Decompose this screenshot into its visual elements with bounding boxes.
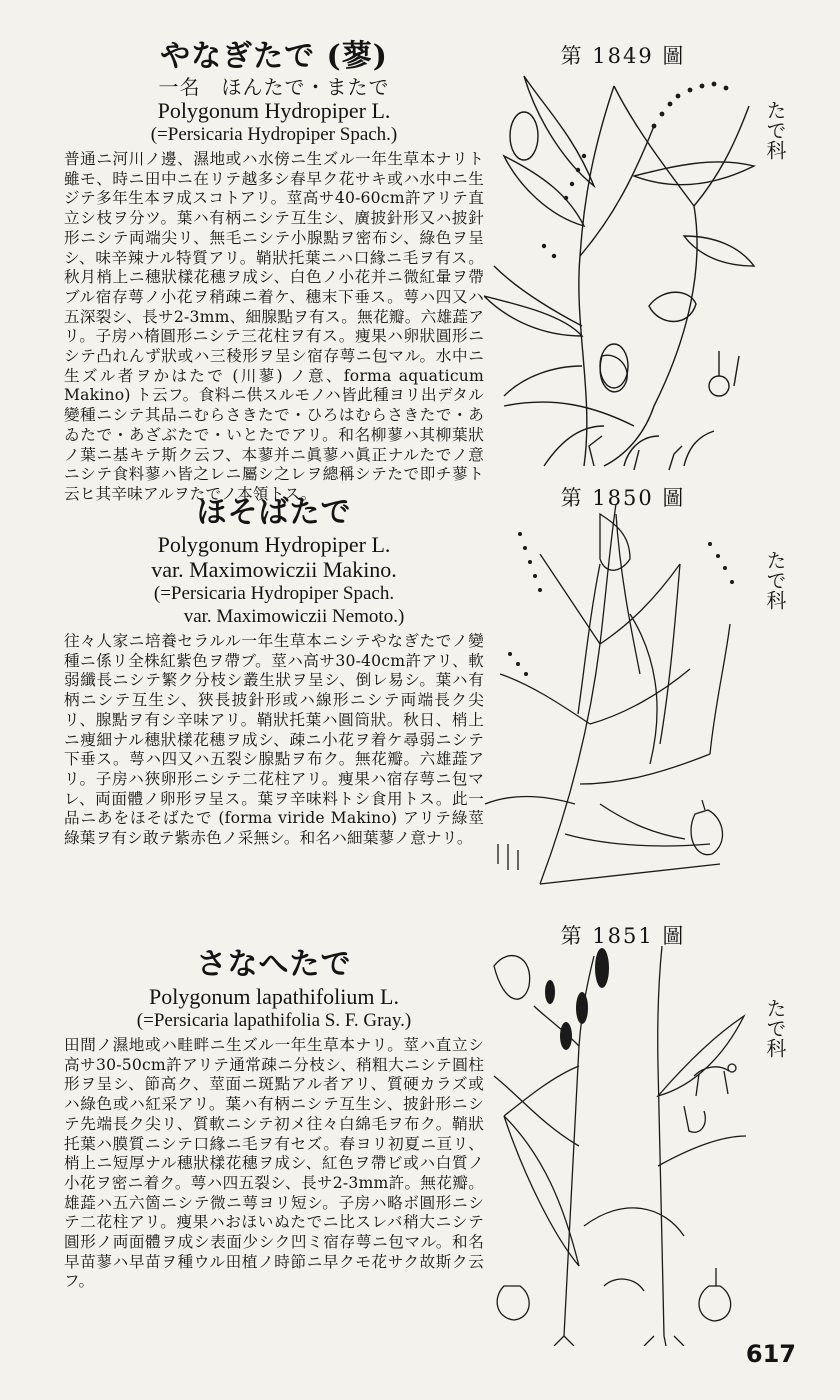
family-label: たで科	[763, 100, 787, 160]
japanese-name: やなぎたで (蓼)	[160, 39, 388, 74]
alternate-name: 一名 ほんたで・またで	[158, 75, 390, 99]
scientific-name: Polygonum lapathifolium L.	[149, 984, 399, 1009]
plate-number: 第 1849 圖	[560, 44, 686, 68]
family-label: たで科	[763, 550, 787, 610]
synonym: (=Persicaria lapathifolia S. F. Gray.)	[136, 1010, 412, 1031]
plate-number: 第 1850 圖	[560, 486, 686, 510]
plant-illustration-1849	[484, 66, 760, 472]
japanese-name: さなへたで	[196, 947, 352, 982]
synonym: (=Persicaria Hydropiper Spach.)	[150, 124, 398, 145]
scientific-name: Polygonum Hydropiper L.	[157, 98, 391, 123]
entry-1850	[0, 480, 840, 910]
entry-text	[64, 946, 484, 1292]
entry-text	[64, 494, 484, 849]
plant-illustration-1850	[480, 504, 750, 896]
japanese-name: ほそばたで	[196, 495, 352, 530]
description: 普通ニ河川ノ邊、濕地或ハ水傍ニ生ズル一年生草本ナリト雖モ、時ニ田中ニ在リテ越多シ春早ク花サキ或ハ水中ニ生ジテ多年生本ヲ成スコトアリ。莖高サ40-60cm許アリテ直立シ枝ヲ分ツ。葉ハ有柄ニシテ互生シ、廣披針形又ハ披針形ニシテ両端尖リ、無毛ニシテ小腺點ヲ密布シ、綠色ヲ呈シ、味辛辣ナル特質アリ。鞘狀托葉ニハ口緣ニ毛ヲ有ス。秋月梢上ニ穗狀樣花穗ヲ成シ、白色ノ小花并ニ微紅暈ヲ帶ブル宿存萼ノ小花ヲ稍疎ニ着ケ、穗末下垂ス。萼ハ四又ハ五深裂シ、長サ2-3mm、細腺點ヲ有ス。無花瓣。六雄蕋アリ。子房ハ楕圓形ニシテ三花柱ヲ有ス。痩果ハ卵狀圓形ニシテ凸れんず狀或ハ三稜形ヲ呈シ宿存萼ニ包マル。水中ニ生ズル者ヲかはたで (川蓼) ノ意、forma aquaticum Makino) ト云フ。食料ニ供スルモノハ皆此種ヨリ出デタル變種ニシテ其品ニむらさきたで・ひろはむらさきたで・あゐたで・あざぶたで・いとたでアリ。和名柳蓼ハ其柳葉狀ノ葉ニ基キテ斯ク云フ、本蓼并ニ眞蓼ハ眞正ナルたでノ意ニシテ食料蓼ハ皆之レニ屬シ之レヲ總稱シテたで即チ蓼ト云ヒ其辛味アルヲたでノ本領トス。	[64, 150, 484, 503]
family-label: たで科	[763, 998, 787, 1058]
entry-text	[64, 38, 484, 505]
page-number: 617	[745, 1340, 796, 1368]
entry-1851	[0, 910, 840, 1390]
description: 往々人家ニ培養セラルル一年生草本ニシテやなぎたでノ變種ニ係リ全株紅紫色ヲ帶ブ。莖ハ高サ30-40cm許アリ、軟弱纖長ニシテ繁ク分枝シ叢生狀ヲ呈シ、倒レ易シ。葉ハ有柄ニシテ互生シ、狹長披針形或ハ線形ニシテ両端長ク尖リ、腺點ヲ有シ辛味アリ。鞘狀托葉ハ圓筒狀。秋日、梢上ニ痩細ナル穗狀樣花穗ヲ成シ、疎ニ小花ヲ着ケ尋弱ニシテ下垂ス。萼ハ四又ハ五裂シ腺點ヲ布ク。無花瓣。六雄蕋アリ。子房ハ狹卵形ニシテ二花柱アリ。痩果ハ宿存萼ニ包マレ、両面體ノ卵形ヲ呈ス。葉ヲ辛味料トシ食用トス。此一品ニあをほそばたで (forma viride Makino) アリテ綠莖綠葉ヲ有シ敢テ紫赤色ノ采無シ。和名ハ細葉蓼ノ意ナリ。	[64, 632, 484, 848]
scientific-name: Polygonum Hydropiper L.	[157, 532, 391, 557]
plant-illustration-1851	[484, 946, 754, 1346]
description: 田間ノ濕地或ハ畦畔ニ生ズル一年生草本ナリ。莖ハ直立シ高サ30-50cm許アリテ通常疎ニ分枝シ、稍粗大ニシテ圓柱形ヲ呈シ、節高ク、莖面ニ斑點アル者アリ、質硬カラズ或ハ綠色或ハ紅采アリ。葉ハ有柄ニシテ互生シ、披針形ニシテ先端長ク尖リ、質軟ニシテ初メ往々白綿毛ヲ布ク。鞘狀托葉ハ膜質ニシテ口緣ニ毛ヲ有セズ。春ヨリ初夏ニ亘リ、梢上ニ短厚ナル穗狀樣花穗ヲ成シ、紅色ヲ帶ビ或ハ白質ノ小花ヲ密ニ着ク。萼ハ四五裂シ、長サ2-3mm許。無花瓣。雄蕋ハ五六箇ニシテ微ニ萼ヨリ短シ。子房ハ略ボ圓形ニシテ二花柱アリ。痩果ハおほいぬたでニ比スレバ稍大ニシテ圓形ノ両面體ヲ成シ表面少シク凹ミ宿存萼ニ包マル。和名早苗蓼ハ早苗ヲ種ウル田植ノ時節ニ早クモ花サク故斯ク云フ。	[64, 1036, 484, 1291]
synonym: (=Persicaria Hydropiper Spach.	[153, 583, 395, 604]
scientific-variety: var. Maximowiczii Makino.	[151, 557, 397, 582]
synonym-continued: var. Maximowiczii Nemoto.)	[183, 606, 405, 627]
plate-number: 第 1851 圖	[560, 924, 686, 948]
